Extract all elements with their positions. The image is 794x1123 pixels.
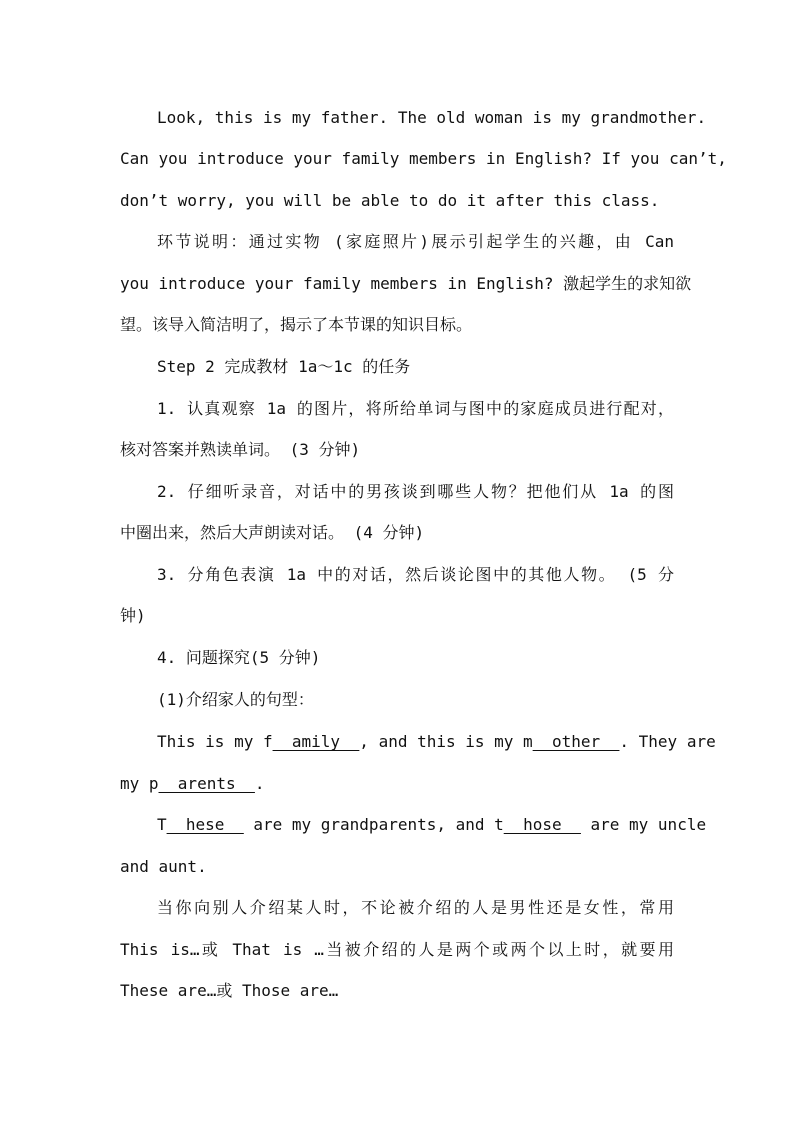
step-heading: Step 2 完成教材 1a～1c 的任务 [157, 357, 411, 376]
text-line: 2. 仔细听录音，对话中的男孩谈到哪些人物？把他们从 1a 的图 [157, 482, 674, 501]
fill-sentence [157, 727, 716, 757]
text-line: 望。该导入简洁明了，揭示了本节课的知识目标。 [120, 315, 473, 334]
text-line: 核对答案并熟读单词。 (3 分钟) [120, 440, 361, 459]
text-line: 3. 分角色表演 1a 中的对话，然后谈论图中的其他人物。 (5 分 [157, 565, 674, 584]
sentence-text: my p [120, 774, 159, 793]
text-line: 环节说明：通过实物 (家庭照片)展示引起学生的兴趣，由 Can [157, 232, 674, 251]
filled-blank: __other__ [532, 732, 620, 751]
sentence-text: . [254, 774, 265, 793]
filled-blank: __arents__ [158, 774, 255, 793]
sentence-text: . They are [619, 732, 716, 751]
text-line: 1. 认真观察 1a 的图片，将所给单词与图中的家庭成员进行配对， [157, 399, 674, 418]
text-line: This is…或 That is …当被介绍的人是两个或两个以上时，就要用 [120, 940, 674, 959]
text-line: you introduce your family members in English? 激起学生的求知欲 [120, 274, 692, 293]
text-line: 4. 问题探究(5 分钟) [157, 648, 321, 667]
sentence-text: are my grandparents, and t [243, 815, 504, 834]
text-line: don’t worry, you will be able to do it after this class. [120, 191, 660, 210]
text-line: These are…或 Those are… [120, 981, 339, 1000]
filled-blank: __hose__ [503, 815, 581, 834]
fill-sentence [157, 810, 707, 840]
text-line: (1)介绍家人的句型： [157, 690, 314, 709]
text-line: 中圈出来，然后大声朗读对话。 (4 分钟) [120, 523, 425, 542]
text-line: 当你向别人介绍某人时，不论被介绍的人是男性还是女性，常用 [157, 898, 674, 917]
text-line: and aunt. [120, 857, 207, 876]
sentence-text: T [157, 815, 167, 834]
text-line: Can you introduce your family members in English? If you can’t, [120, 149, 727, 168]
filled-blank: __hese__ [166, 815, 244, 834]
sentence-text: are my uncle [580, 815, 707, 834]
filled-blank: __amily__ [272, 732, 360, 751]
sentence-text: , and this is my m [359, 732, 533, 751]
fill-sentence [120, 769, 265, 799]
sentence-text: This is my f [157, 732, 273, 751]
text-line: Look, this is my father. The old woman is my grandmother. [157, 108, 707, 127]
text-line: 钟) [120, 606, 146, 625]
